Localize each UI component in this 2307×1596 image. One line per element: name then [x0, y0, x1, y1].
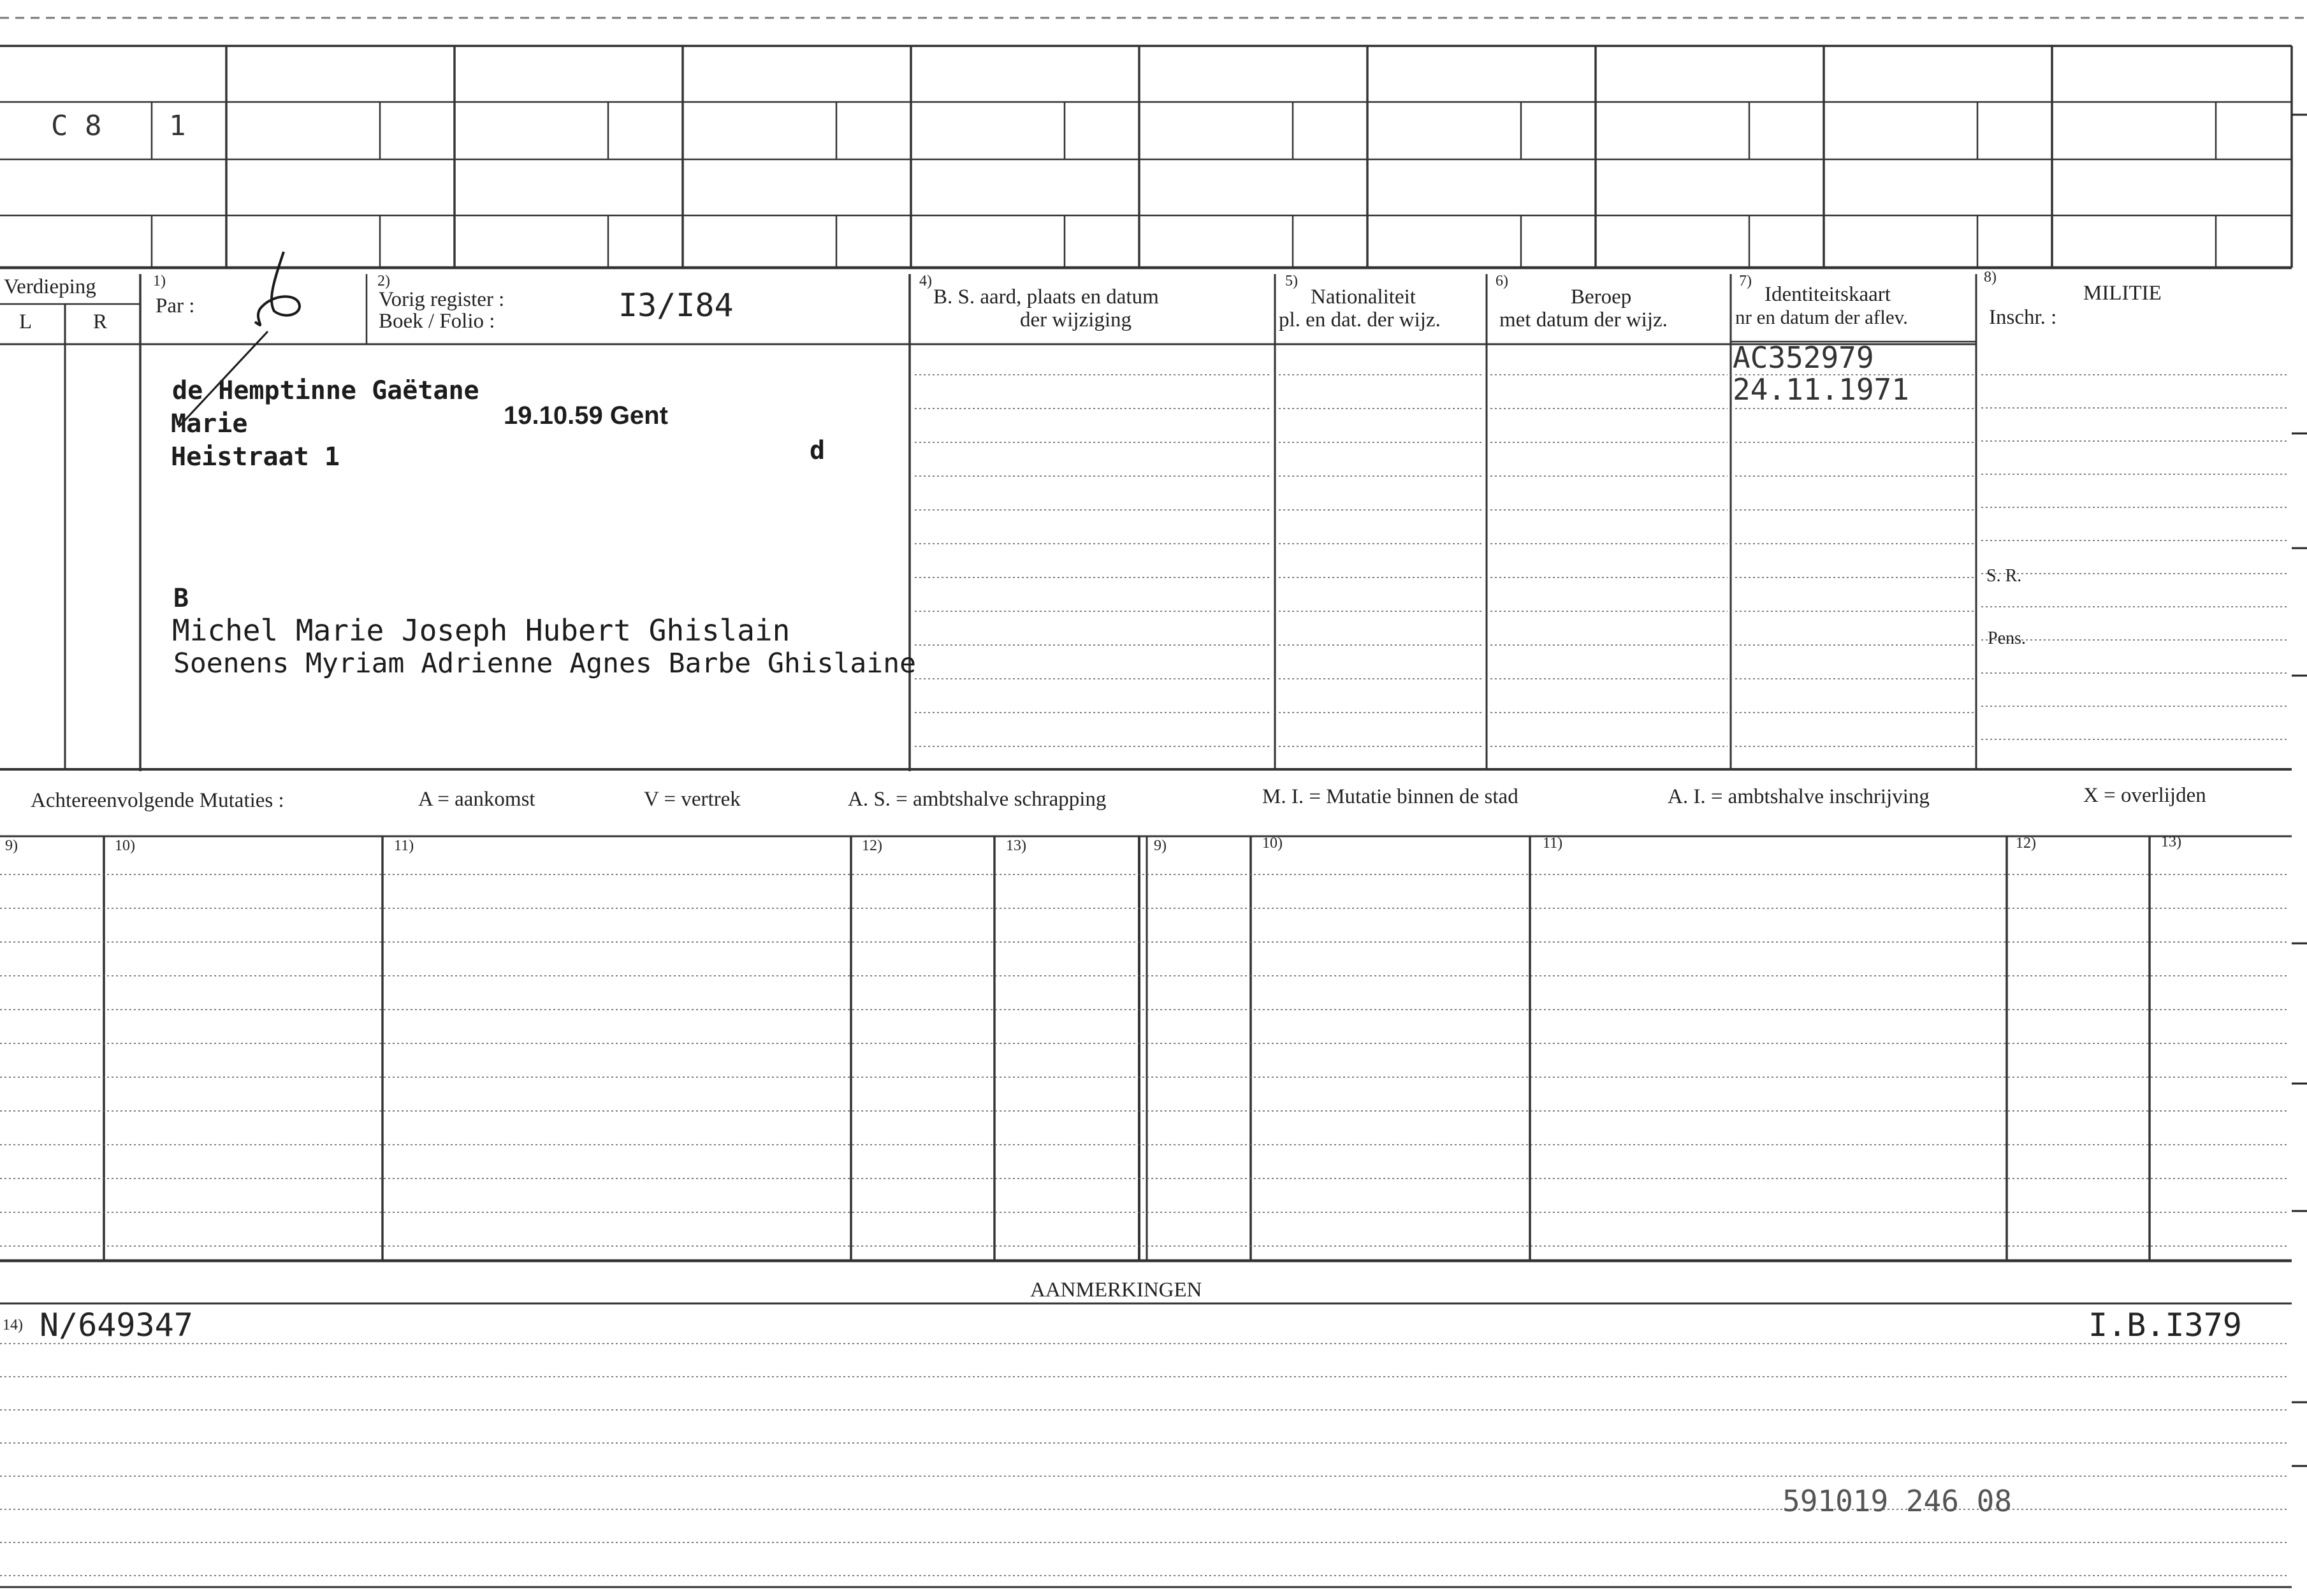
- mut-col9-right: 9): [1154, 838, 1167, 854]
- col5-header-line2: pl. en dat. der wijz.: [1279, 308, 1441, 331]
- col4-header-line2: der wijziging: [1020, 308, 1132, 331]
- mother-name: Soenens Myriam Adrienne Agnes Barbe Ghislaine: [173, 648, 916, 679]
- sr-label: S. R.: [1986, 566, 2022, 586]
- col7-header-line2: nr en datum der aflev.: [1735, 306, 1908, 328]
- footer-code: 591019 246 08: [1782, 1484, 2012, 1518]
- mut-col10-left: 10): [115, 838, 135, 854]
- marker-d: d: [810, 436, 826, 465]
- col1-number: 1): [153, 273, 166, 289]
- col4-header-line1: B. S. aard, plaats en datum: [933, 286, 1159, 308]
- legend-vertrek: V = vertrek: [644, 788, 741, 811]
- legend-mutatie-binnen-stad: M. I. = Mutatie binnen de stad: [1262, 785, 1518, 808]
- par-label: Par :: [156, 294, 195, 317]
- id-card-date: 24.11.1971: [1733, 372, 1909, 407]
- mut-col9-left: 9): [5, 838, 18, 854]
- col6-number: 6): [1496, 273, 1508, 289]
- top-grid-code-1: 1: [169, 110, 186, 142]
- mut-col11-right: 11): [1543, 835, 1563, 852]
- legend-ambtshalve-inschrijving: A. I. = ambtshalve inschrijving: [1668, 785, 1930, 808]
- id-card-number: AC352979: [1733, 340, 1874, 375]
- col2-number: 2): [377, 273, 390, 289]
- marker-b: B: [173, 584, 189, 613]
- father-name: Michel Marie Joseph Hubert Ghislain: [172, 613, 790, 648]
- person-address: Heistraat 1: [171, 442, 340, 472]
- remarks-number: 14): [3, 1317, 23, 1333]
- col7-number: 7): [1739, 273, 1752, 289]
- mut-col12-left: 12): [862, 838, 882, 854]
- mut-col11-left: 11): [394, 838, 414, 854]
- col5-header-line1: Nationaliteit: [1311, 286, 1416, 308]
- col6-header-line2: met datum der wijz.: [1499, 308, 1668, 331]
- remarks-right-value: I.B.I379: [2088, 1307, 2242, 1344]
- mutations-legend-title: Achtereenvolgende Mutaties :: [31, 789, 284, 812]
- vorig-register-label: Vorig register :: [379, 288, 505, 311]
- col6-header-line1: Beroep: [1571, 286, 1632, 308]
- folio-value: I3/I84: [618, 287, 734, 324]
- mut-col12-right: 12): [2016, 835, 2036, 852]
- legend-aankomst: A = aankomst: [418, 788, 535, 811]
- col4-number: 4): [919, 273, 932, 289]
- inschr-label: Inschr. :: [1989, 306, 2057, 329]
- floor-l-label: L: [19, 310, 33, 333]
- handwritten-signature-mark: [255, 252, 300, 325]
- legend-overlijden: X = overlijden: [2083, 784, 2206, 807]
- mut-col13-right: 13): [2161, 834, 2181, 850]
- boek-folio-label: Boek / Folio :: [379, 310, 495, 333]
- pens-label: Pens.: [1988, 628, 2026, 648]
- aanmerkingen-title: AANMERKINGEN: [1030, 1279, 1202, 1302]
- top-grid-code-c8: C 8: [51, 110, 102, 142]
- remarks-left-value: N/649347: [40, 1307, 193, 1344]
- col5-number: 5): [1285, 273, 1298, 289]
- militie-label: MILITIE: [2083, 282, 2162, 305]
- legend-ambtshalve-schrapping: A. S. = ambtshalve schrapping: [848, 788, 1107, 811]
- mut-col13-left: 13): [1006, 838, 1026, 854]
- verdieping-label: Verdieping: [4, 275, 96, 298]
- floor-r-label: R: [93, 310, 108, 333]
- col7-header-line1: Identiteitskaart: [1765, 283, 1891, 306]
- person-name: de Hemptinne Gaëtane: [172, 376, 479, 405]
- col8-number: 8): [1984, 269, 1997, 286]
- person-birth: 19.10.59 Gent: [504, 402, 668, 430]
- mut-col10-right: 10): [1262, 835, 1283, 852]
- person-first-name: Marie: [171, 409, 248, 439]
